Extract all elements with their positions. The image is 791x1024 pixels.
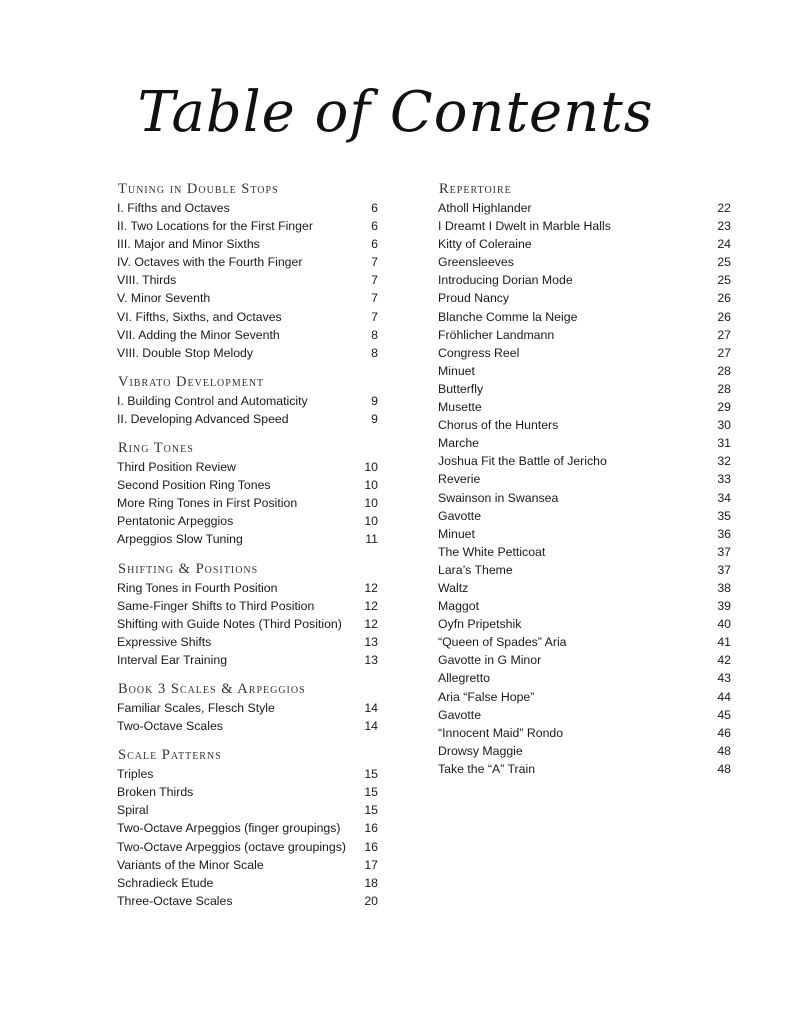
section-heading: Repertoire: [439, 181, 512, 197]
entry-page-number: 48: [717, 743, 731, 758]
entry-title: Greensleeves: [438, 255, 514, 270]
entry-title: VIII. Double Stop Melody: [117, 345, 254, 360]
entry-page-number: 16: [364, 839, 378, 854]
entry-title: Familiar Scales, Flesch Style: [117, 700, 275, 715]
entry-title: Two-Octave Arpeggios (octave groupings): [117, 839, 346, 854]
entry-page-number: 40: [717, 617, 731, 632]
entry-page-number: 22: [717, 201, 731, 215]
entry-title: Two-Octave Scales: [117, 719, 223, 734]
entry-page-number: 23: [717, 219, 731, 234]
toc-entry: [438, 362, 731, 380]
toc-entry: [117, 512, 378, 530]
entry-title: Blanche Comme la Neige: [438, 309, 578, 324]
toc-entry: [117, 530, 378, 548]
entry-page-number: 37: [717, 544, 731, 559]
toc-entry: [438, 416, 731, 434]
entry-title: Broken Thirds: [117, 785, 194, 800]
toc-entry: [117, 392, 378, 410]
toc-entry: [117, 651, 378, 669]
entry-page-number: 28: [717, 363, 731, 378]
section-heading: Shifting & Positions: [118, 560, 259, 577]
entry-page-number: 38: [717, 580, 731, 595]
toc-left-column: [117, 180, 378, 921]
entry-title: Joshua Fit the Battle of Jericho: [438, 454, 607, 469]
entry-title: V. Minor Seventh: [117, 291, 211, 306]
entry-page-number: 9: [371, 393, 378, 408]
toc-entry: [117, 308, 378, 326]
entry-page-number: 15: [364, 785, 378, 800]
toc-entry: [117, 874, 378, 892]
toc-entry: [438, 434, 731, 452]
entry-title: Fröhlicher Landmann: [438, 327, 555, 342]
toc-entry: [438, 217, 731, 235]
entry-title: Same-Finger Shifts to Third Position: [117, 598, 315, 613]
toc-entry: [117, 633, 378, 651]
entry-page-number: 16: [364, 821, 378, 836]
entry-title: Musette: [438, 400, 482, 415]
toc-entry: [117, 819, 378, 837]
section-heading: Scale Patterns: [118, 747, 222, 764]
entry-page-number: 37: [717, 562, 731, 577]
entry-title: Take the “A” Train: [438, 761, 536, 776]
toc-entry: [117, 765, 378, 783]
entry-page-number: 45: [717, 707, 731, 722]
section-heading: Vibrato Development: [118, 373, 265, 390]
entry-page-number: 28: [717, 381, 731, 396]
entry-page-number: 41: [717, 635, 731, 650]
entry-page-number: 11: [365, 532, 378, 547]
entry-page-number: 7: [371, 273, 378, 288]
toc-entry: [117, 289, 378, 307]
entry-title: The White Petticoat: [438, 544, 546, 559]
entry-title: Schradieck Etude: [117, 875, 214, 890]
toc-entry: [117, 615, 378, 633]
entry-title: VII. Adding the Minor Seventh: [117, 327, 280, 342]
entry-title: Arpeggios Slow Tuning: [117, 532, 243, 547]
entry-page-number: 10: [364, 496, 378, 511]
toc-entry: [438, 507, 731, 525]
entry-page-number: 44: [717, 689, 731, 704]
entry-title: Three-Octave Scales: [117, 893, 233, 908]
toc-entry: [117, 494, 378, 512]
toc-entry: [117, 597, 378, 615]
toc-entry: [117, 235, 378, 253]
toc-entry: [438, 344, 731, 362]
toc-entry: [438, 724, 731, 742]
toc-entry: [438, 615, 731, 633]
toc-right-column: [438, 180, 731, 789]
entry-page-number: 32: [717, 454, 731, 469]
entry-title: Interval Ear Training: [117, 652, 228, 667]
entry-title: Waltz: [438, 580, 469, 595]
entry-page-number: 30: [717, 418, 731, 433]
toc-entry: [438, 326, 731, 344]
entry-page-number: 43: [717, 671, 731, 686]
section-heading: Book 3 Scales & Arpeggios: [118, 680, 306, 697]
toc-entry: [117, 838, 378, 856]
toc-entry: [438, 760, 731, 778]
toc-entry: [117, 717, 378, 735]
entry-title: Variants of the Minor Scale: [117, 857, 264, 872]
entry-title: Allegretto: [438, 671, 490, 686]
entry-title: Kitty of Coleraine: [438, 237, 532, 252]
toc-section-tuning-in-double-stops: [117, 180, 378, 362]
toc-entry: [438, 470, 731, 488]
entry-page-number: 27: [717, 345, 731, 360]
entry-title: Second Position Ring Tones: [117, 478, 271, 493]
entry-page-number: 10: [364, 514, 378, 529]
entry-page-number: 14: [364, 700, 378, 715]
toc-entry: [117, 801, 378, 819]
entry-title: I. Building Control and Automaticity: [117, 393, 308, 408]
toc-entry: [438, 706, 731, 724]
toc-entry: [438, 651, 731, 669]
entry-page-number: 34: [717, 490, 731, 505]
toc-entry: [117, 326, 378, 344]
entry-page-number: 10: [364, 460, 378, 475]
toc-entry: [438, 742, 731, 760]
entry-title: Minuet: [438, 363, 475, 378]
toc-entry: [438, 669, 731, 687]
entry-page-number: 33: [717, 472, 731, 487]
toc-entry: [438, 452, 731, 470]
entry-page-number: 35: [717, 508, 731, 523]
entry-title: Ring Tones in Fourth Position: [117, 580, 278, 595]
entry-title: Congress Reel: [438, 345, 520, 360]
entry-page-number: 6: [371, 201, 378, 215]
entry-page-number: 10: [364, 478, 378, 493]
toc-entry: [117, 199, 378, 217]
toc-entry: [117, 579, 378, 597]
entry-title: I. Fifths and Octaves: [117, 201, 230, 215]
entry-title: Minuet: [438, 526, 475, 541]
toc-entry: [438, 688, 731, 706]
entry-page-number: 25: [717, 255, 731, 270]
toc-entry: [438, 525, 731, 543]
toc-entry: [438, 271, 731, 289]
toc-entry: [438, 398, 731, 416]
entry-title: Marche: [438, 436, 480, 451]
entry-page-number: 18: [364, 875, 378, 890]
toc-entry: [438, 199, 731, 217]
entry-page-number: 48: [717, 761, 731, 776]
toc-entry: [117, 253, 378, 271]
entry-page-number: 12: [364, 616, 378, 631]
entry-title: III. Major and Minor Sixths: [117, 237, 260, 252]
entry-title: Swainson in Swansea: [438, 490, 559, 505]
entry-title: Oyfn Pripetshik: [438, 617, 522, 632]
entry-page-number: 27: [717, 327, 731, 342]
entry-page-number: 9: [371, 411, 378, 426]
entry-title: Third Position Review: [117, 460, 236, 475]
entry-title: Atholl Highlander: [438, 201, 532, 215]
toc-entry: [117, 458, 378, 476]
entry-title: II. Developing Advanced Speed: [117, 411, 289, 426]
entry-title: VI. Fifths, Sixths, and Octaves: [117, 309, 282, 324]
entry-title: VIII. Thirds: [117, 273, 177, 288]
toc-section-book-3-scales-arpeggios: [117, 680, 378, 735]
entry-page-number: 46: [717, 725, 731, 740]
entry-page-number: 17: [364, 857, 378, 872]
toc-entry: [117, 271, 378, 289]
entry-title: “Queen of Spades” Aria: [438, 635, 567, 650]
entry-title: Gavotte: [438, 707, 482, 722]
entry-page-number: 42: [717, 653, 731, 668]
page-title: Table of Contents: [137, 80, 654, 145]
entry-page-number: 36: [717, 526, 731, 541]
section-heading: Tuning in Double Stops: [118, 181, 279, 197]
entry-title: Triples: [117, 767, 154, 782]
entry-title: “Innocent Maid” Rondo: [438, 725, 564, 740]
entry-page-number: 31: [717, 436, 731, 451]
entry-page-number: 26: [717, 309, 731, 324]
toc-entry: [438, 289, 731, 307]
toc-section-repertoire: [438, 180, 731, 778]
entry-page-number: 29: [717, 400, 731, 415]
entry-title: Chorus of the Hunters: [438, 418, 559, 433]
entry-title: Butterfly: [438, 381, 484, 396]
entry-title: Gavotte in G Minor: [438, 653, 542, 668]
toc-section-vibrato-development: [117, 373, 378, 428]
entry-title: Aria “False Hope”: [438, 689, 535, 704]
entry-title: Lara’s Theme: [438, 562, 513, 577]
toc-entry: [438, 597, 731, 615]
toc-entry: [438, 253, 731, 271]
entry-title: Two-Octave Arpeggios (finger groupings): [117, 821, 341, 836]
toc-section-ring-tones: [117, 439, 378, 548]
toc-entry: [438, 308, 731, 326]
entry-page-number: 6: [371, 237, 378, 252]
toc-entry: [438, 235, 731, 253]
toc-entry: [438, 380, 731, 398]
toc-entry: [438, 633, 731, 651]
entry-title: Proud Nancy: [438, 291, 510, 306]
toc-entry: [117, 476, 378, 494]
entry-title: Spiral: [117, 803, 149, 818]
toc-section-shifting-positions: [117, 560, 378, 669]
toc-entry: [117, 856, 378, 874]
entry-page-number: 13: [364, 634, 378, 649]
entry-page-number: 8: [371, 327, 378, 342]
entry-page-number: 7: [371, 291, 378, 306]
toc-entry: [117, 783, 378, 801]
entry-title: Pentatonic Arpeggios: [117, 514, 234, 529]
toc-entry: [438, 579, 731, 597]
entry-page-number: 15: [364, 803, 378, 818]
entry-title: Gavotte: [438, 508, 482, 523]
toc-entry: [438, 543, 731, 561]
entry-page-number: 25: [717, 273, 731, 288]
entry-page-number: 15: [364, 767, 378, 782]
entry-title: IV. Octaves with the Fourth Finger: [117, 255, 303, 270]
toc-entry: [117, 217, 378, 235]
toc-entry: [117, 344, 378, 362]
toc-entry: [117, 410, 378, 428]
toc-entry: [117, 892, 378, 910]
entry-title: I Dreamt I Dwelt in Marble Halls: [438, 219, 611, 234]
entry-page-number: 24: [717, 237, 731, 252]
entry-title: II. Two Locations for the First Finger: [117, 219, 313, 234]
entry-title: Reverie: [438, 472, 481, 487]
entry-title: Expressive Shifts: [117, 634, 212, 649]
entry-title: Drowsy Maggie: [438, 743, 523, 758]
entry-page-number: 26: [717, 291, 731, 306]
entry-page-number: 8: [371, 345, 378, 360]
entry-title: Maggot: [438, 599, 480, 614]
entry-page-number: 39: [717, 599, 731, 614]
entry-page-number: 12: [364, 580, 378, 595]
entry-page-number: 12: [364, 598, 378, 613]
entry-page-number: 13: [364, 652, 378, 667]
toc-entry: [438, 489, 731, 507]
entry-page-number: 14: [364, 719, 378, 734]
toc-section-scale-patterns: [117, 746, 378, 910]
toc-entry: [117, 699, 378, 717]
entry-page-number: 20: [364, 893, 378, 908]
entry-page-number: 7: [371, 309, 378, 324]
entry-title: Introducing Dorian Mode: [438, 273, 573, 288]
toc-entry: [438, 561, 731, 579]
entry-title: Shifting with Guide Notes (Third Position): [117, 616, 342, 631]
entry-page-number: 7: [371, 255, 378, 270]
section-heading: Ring Tones: [118, 440, 194, 457]
entry-title: More Ring Tones in First Position: [117, 496, 298, 511]
entry-page-number: 6: [371, 219, 378, 234]
